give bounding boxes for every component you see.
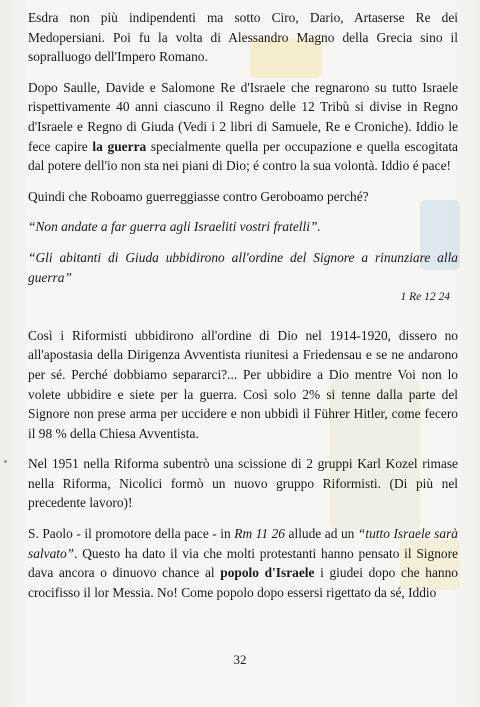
paragraph-paul-ref: Rm 11 26 [234, 526, 285, 542]
page-body [28, 8, 458, 613]
paragraph-kings-text-b: specialmente quella per occupazione e quella escogitata dal potere dell'io non sta nei piani di Dio; é contro la sua volontà. Iddio é pace! [28, 138, 458, 174]
paragraph-intro: Esdra non più indipendenti ma sotto Ciro, Dario, Artaserse Re dei Medopersiani. Poi fu la volta di Alessandro Magno della Grecia sino il sopralluogo dell'Impero Romano. [28, 10, 458, 65]
paragraph-kings-text-a: Dopo Saulle, Davide e Salomone Re d'Israele che regnarono su tutto Israele rispettivamente 40 anni ciascuno il Regno delle 12 Tribù si divise in Regno d'Israele e Regno di Giuda (Vedi i 2 libri di Samuele, Re e Croniche). Iddio le fece capire [28, 79, 458, 154]
paragraph-paul-text-a: S. Paolo - il promotore della pace - in [28, 526, 235, 542]
page-number: 32 [233, 652, 247, 667]
paragraph-reformists: Così i Riformisti ubbidirono all'ordine di Dio nel 1914-1920, dissero no all'apostasia della Dirigenza Avventista riunitesi a Friedensau e se ne andarono per sé. Perché dobbiamo separarci?... Per ubbidire a Dio mentre Voi non lo volete ubbidire e siete per la guerra. Così solo 2% si tenne dalla parte del Signore non prese arma per uccidere e non ubbidì il Führer Hitler, come fecero il 98 % della Chiesa Avventista. [28, 327, 458, 441]
paper-speck [4, 460, 7, 463]
paragraph-1951: Nel 1951 nella Riforma subentrò una scissione di 2 gruppi Karl Kozel rimase nella Riforma, Nicolici formò un nuovo gruppo Riformisti. (Di più nel precedente lavoro)! [28, 456, 458, 511]
paragraph-paul [28, 524, 458, 602]
bible-reference: 1 Re 12 24 [400, 291, 450, 304]
paragraph-paul-text-b: allude ad un [284, 526, 358, 542]
paragraph-kings [28, 78, 458, 176]
quote-no-war: “Non andate a far guerra agli Israeliti vostri fratelli”. [28, 219, 321, 235]
paragraph-paul-text-d: i giudei dopo che hanno crocifisso il lor Messia. No! Come popolo dopo essersi rigettato da sé, Iddio [28, 565, 458, 600]
paragraph-paul-text-c: . Questo ha dato il via che molti protestanti hanno pensato il Signore dava ancora o dinuovo chance al [28, 545, 458, 581]
paragraph-question: Quindi che Roboamo guerreggiasse contro Geroboamo perché? [28, 188, 369, 204]
paragraph-paul-bold: popolo d'Israele [220, 565, 315, 581]
quote-judah: “Gli abitanti di Giuda ubbidirono all'ordine del Signore a rinunziare alla guerra” [28, 249, 458, 285]
paragraph-paul-quote: “tutto Israele sarà salvato” [28, 526, 458, 561]
paragraph-kings-bold: la guerra [92, 138, 147, 154]
